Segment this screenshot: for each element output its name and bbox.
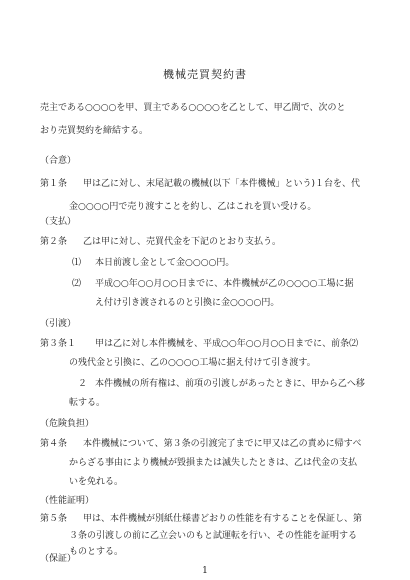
preamble-line-2: おり売買契約を締結する。	[40, 126, 149, 136]
article-3-para-2-line-1: 本件機械の所有権は、前項の引渡しがあったときに、甲から乙へ移	[95, 379, 365, 389]
article-2-item-2-line-1: 平成○○年○○月○○日までに、本件機械が乙の○○○○工場に据	[95, 279, 354, 289]
article-2-item-1: 本日前渡し金として金○○○○円。	[95, 258, 235, 268]
article-3-para-2-number: ２	[78, 379, 88, 389]
article-4-line-3: いを免れる。	[69, 477, 124, 487]
article-5-line-3: ものとする。	[69, 547, 124, 557]
article-2-item-2-line-2: え付け引き渡されるのと引換に金○○○○円。	[95, 298, 280, 308]
article-2-line-1: 乙は甲に対し、売買代金を下記のとおり支払う。	[83, 237, 282, 247]
section-heading-payment: （支払）	[40, 217, 77, 227]
section-heading-warranty: （保証）	[40, 554, 77, 564]
article-5-line-1: 甲は、本件機械が別紙仕様書どおりの性能を有することを保証し、第	[83, 514, 363, 524]
article-3-line-2: の残代金と引換に、乙の○○○○工場に据え付けて引き渡す。	[69, 358, 316, 368]
article-3-line-1: 甲は乙に対し本件機械を、平成○○年○○月○○日までに、前条⑵	[95, 339, 359, 349]
article-1-number: 第１条	[40, 179, 68, 189]
article-5-line-2: ３条の引渡しの前に乙立会いのもと試運転を行い、その性能を証明する	[69, 531, 358, 541]
page-number: 1	[202, 566, 208, 576]
article-4-number: 第４条	[40, 439, 68, 449]
article-2-item-1-number: ⑴	[72, 258, 82, 268]
article-4-line-1: 本件機械について、第３条の引渡完了までに甲又は乙の責めに帰すべ	[83, 439, 362, 449]
section-heading-risk: （危険負担）	[40, 419, 95, 429]
document-title: 機械売買契約書	[163, 68, 247, 81]
article-3-number: 第３条１	[40, 339, 77, 349]
article-2-number: 第２条	[40, 237, 68, 247]
section-heading-performance: （性能証明）	[40, 496, 95, 506]
section-heading-agreement: （合意）	[40, 156, 77, 166]
preamble-line-1: 売主である○○○○を甲、買主である○○○○を乙として、甲乙間で、次のと	[40, 103, 346, 113]
article-4-line-2: からざる事由により機械が毀損または滅失したときは、乙は代金の支払	[69, 458, 358, 468]
article-3-para-2-line-2: 転する。	[69, 398, 106, 408]
article-2-item-2-number: ⑵	[72, 279, 82, 289]
article-1-line-1: 甲は乙に対し、末尾記載の機械(以下「本件機械」という)１台を、代	[83, 179, 361, 189]
article-1-line-2: 金○○○○円で売り渡すことを約し、乙はこれを買い受ける。	[69, 202, 317, 212]
section-heading-delivery: （引渡）	[40, 319, 77, 329]
article-5-number: 第５条	[40, 514, 68, 524]
